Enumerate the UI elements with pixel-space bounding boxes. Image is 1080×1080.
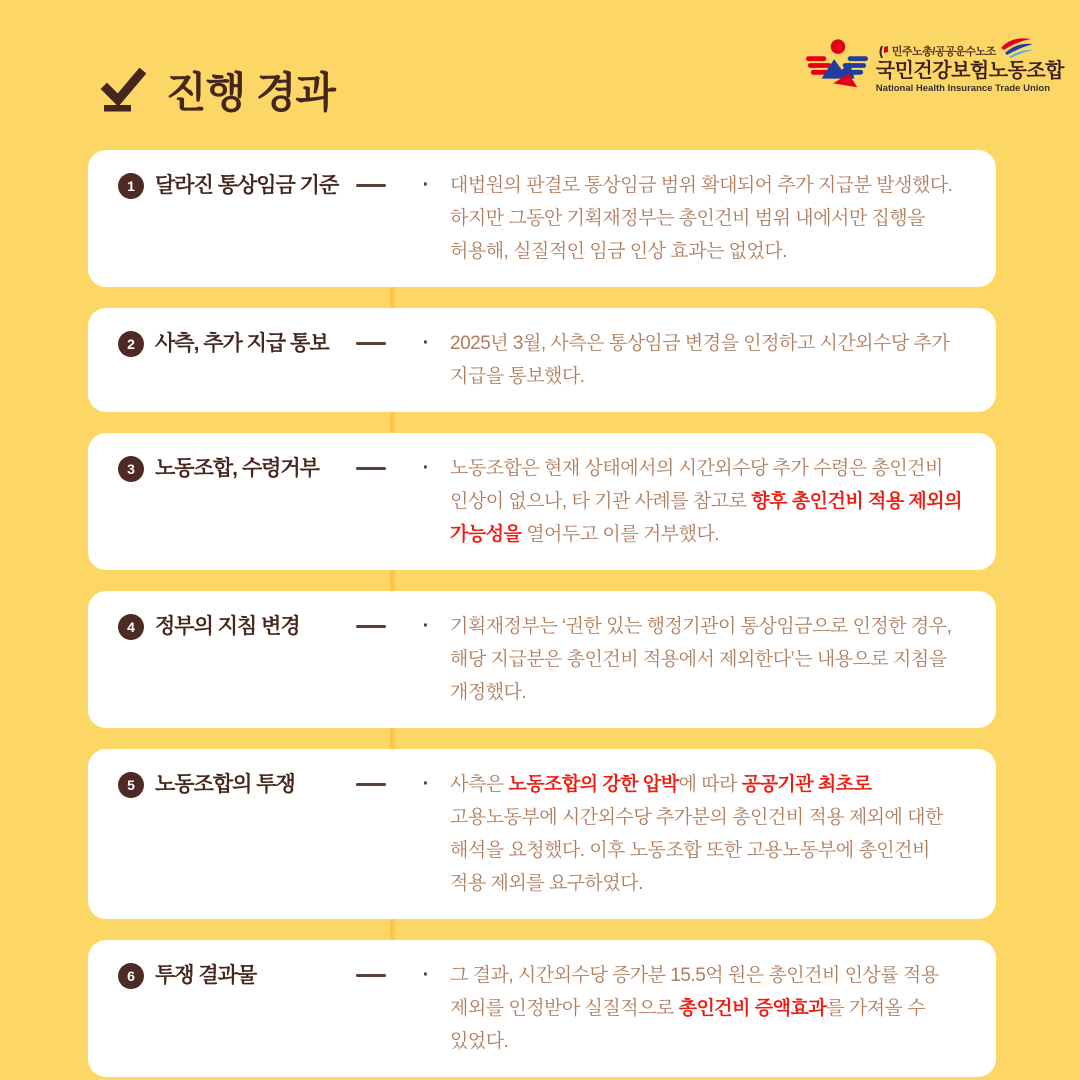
parent-union-mark-icon	[878, 46, 889, 58]
step-bullet: ·	[422, 174, 430, 196]
step-number-badge: 6	[118, 963, 144, 989]
step-title: 정부의 지침 변경	[155, 615, 300, 638]
step-body: 그 결과, 시간외수당 증가분 15.5억 원은 총인건비 인상률 적용 제외를 인정받아 실질적으로 총인건비 증액효과를 가져올 수 있었다.	[450, 965, 939, 1052]
timeline-list	[88, 150, 996, 1077]
step-number-badge: 4	[118, 614, 144, 640]
separator-line	[356, 625, 386, 628]
separator-cell	[356, 452, 402, 485]
timeline-card	[88, 591, 996, 728]
step-bullet: ·	[422, 964, 430, 986]
step-title: 달라진 통상임금 기준	[155, 174, 339, 197]
step-bullet: ·	[422, 773, 430, 795]
union-logo-text	[876, 36, 1064, 94]
step-number-badge: 5	[118, 772, 144, 798]
separator-cell	[356, 768, 402, 801]
step-title: 투쟁 결과물	[155, 964, 257, 987]
step-title: 노동조합의 투쟁	[155, 773, 295, 796]
page-title: 진행 경과	[166, 69, 335, 116]
separator-cell	[356, 169, 402, 202]
step-bullet: ·	[422, 332, 430, 354]
parent-union-row	[878, 36, 1033, 58]
step-body: 사측은 노동조합의 강한 압박에 따라 공공기관 최초로 고용노동부에 시간외수당 추가분의 총인건비 적용 제외에 대한 해석을 요청했다. 이후 노동조합 또한 고용노동부에 총인건비 적용 제외를 요구하였다.	[450, 774, 943, 894]
separator-line	[356, 783, 386, 786]
check-icon	[100, 68, 146, 112]
parent-union-label: 민주노총/공공운수노조	[891, 46, 996, 58]
separator-line	[356, 467, 386, 470]
step-bullet: ·	[422, 615, 430, 637]
separator-line	[356, 342, 386, 345]
union-logo	[806, 36, 1064, 94]
flag-swoosh-icon	[999, 36, 1033, 58]
step-body: 대법원의 판결로 통상임금 범위 확대되어 추가 지급분 발생했다. 하지만 그동안 기획재정부는 총인건비 범위 내에서만 집행을 허용해, 실질적인 임금 인상 효과는 없었다.	[450, 175, 953, 262]
step-body: 기획재정부는 ‘권한 있는 행정기관이 통상임금으로 인정한 경우, 해당 지급분은 총인건비 적용에서 제외한다’는 내용으로 지침을 개정했다.	[450, 616, 952, 703]
union-name-english: National Health Insurance Trade Union	[875, 83, 1050, 94]
separator-line	[356, 184, 386, 187]
union-name: 국민건강보험노동조합	[875, 60, 1064, 82]
timeline-card	[88, 433, 996, 570]
separator-cell	[356, 959, 402, 992]
step-number-badge: 3	[118, 456, 144, 482]
timeline-card	[88, 749, 996, 919]
page-header	[100, 60, 335, 120]
step-number-badge: 1	[118, 173, 144, 199]
separator-line	[356, 974, 386, 977]
step-body: 2025년 3월, 사측은 통상임금 변경을 인정하고 시간외수당 추가 지급을 통보했다.	[450, 333, 950, 387]
step-title: 사측, 추가 지급 통보	[155, 332, 329, 355]
timeline-card	[88, 150, 996, 287]
timeline-card	[88, 940, 996, 1077]
separator-cell	[356, 327, 402, 360]
step-number-badge: 2	[118, 331, 144, 357]
step-title: 노동조합, 수령거부	[155, 457, 319, 480]
timeline-card	[88, 308, 996, 412]
union-logo-symbol-icon	[806, 37, 868, 93]
step-bullet: ·	[422, 457, 430, 479]
step-body: 노동조합은 현재 상태에서의 시간외수당 추가 수령은 총인건비 인상이 없으나, 타 기관 사례를 참고로 향후 총인건비 적용 제외의 가능성을 열어두고 이를 거부했다.	[450, 458, 962, 545]
separator-cell	[356, 610, 402, 643]
